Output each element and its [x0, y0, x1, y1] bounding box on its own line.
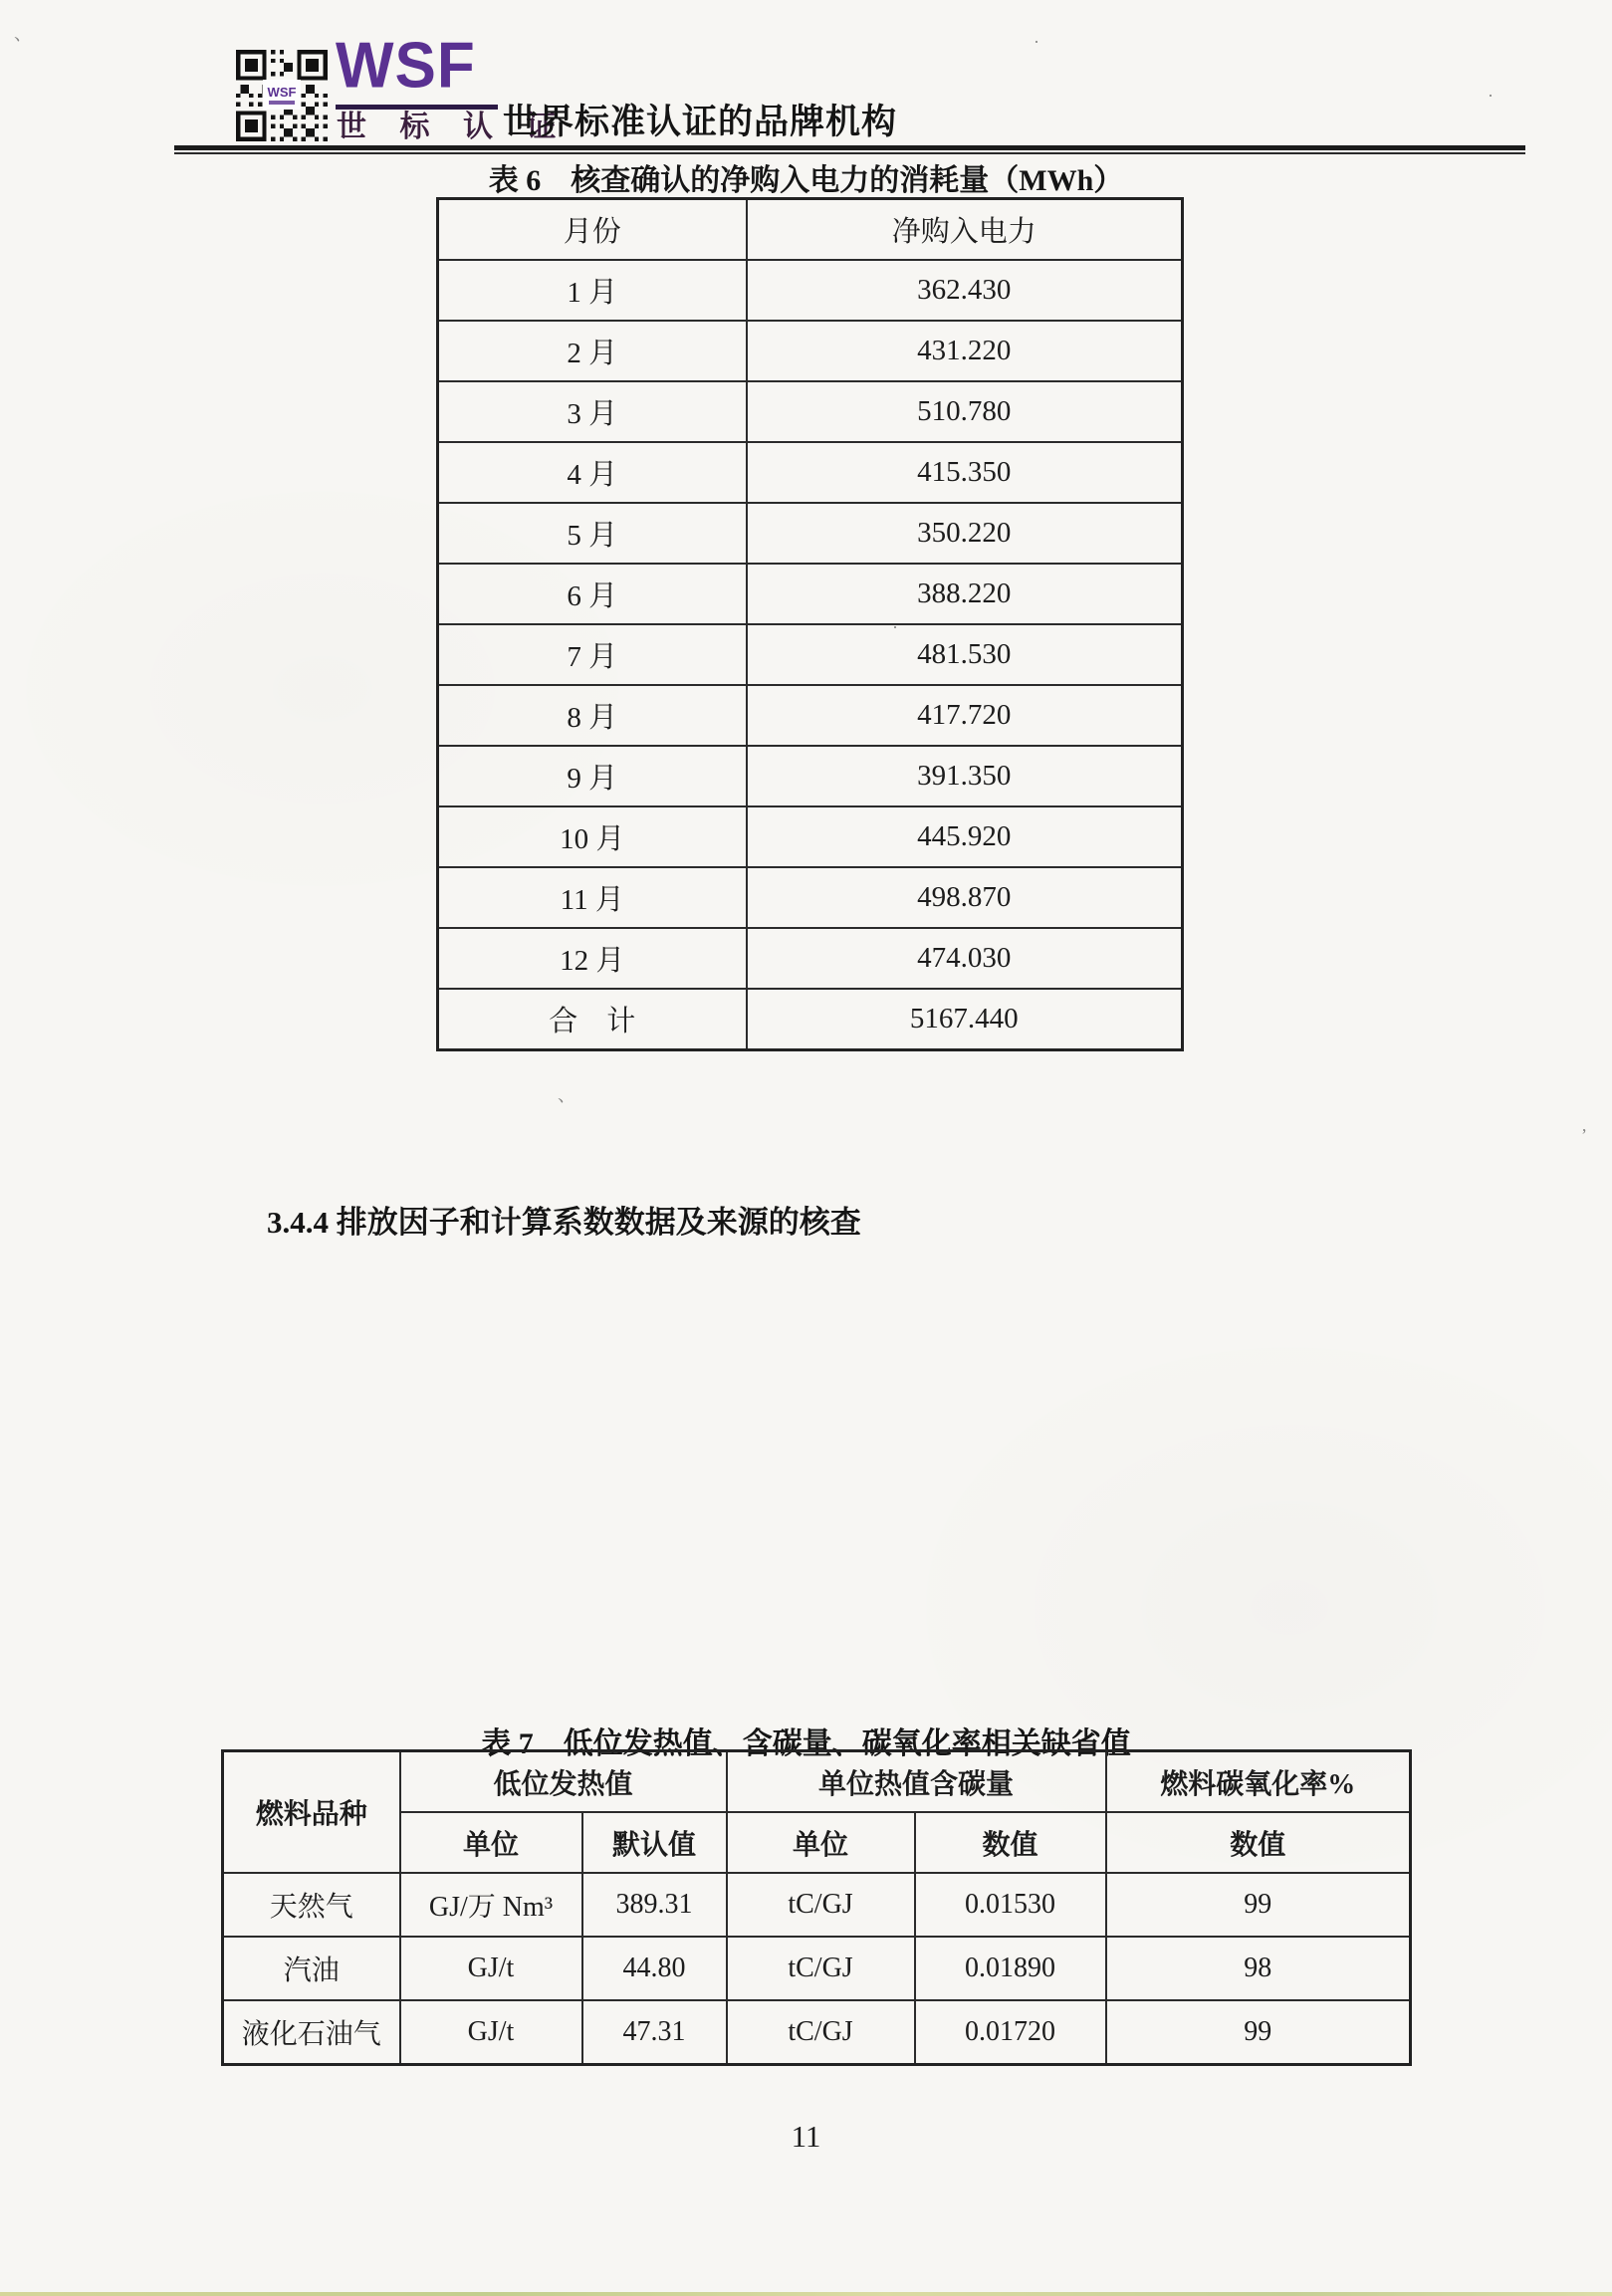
table6-cell-value: 474.030 — [747, 928, 1183, 989]
scan-speck: · — [1488, 86, 1494, 106]
qr-mini-underline — [269, 101, 295, 105]
table6-cell-value: 362.430 — [747, 260, 1183, 321]
table6-cell-month: 7 月 — [438, 624, 747, 685]
table7-col-oxidation: 燃料碳氧化率% — [1106, 1751, 1411, 1813]
logo-chinese-name: 世 标 认 证 — [337, 111, 570, 143]
scan-speck: 、 — [558, 1085, 576, 1105]
scan-speck: · — [1034, 32, 1039, 52]
paragraph-line — [214, 1321, 1446, 1387]
table7-row — [223, 1873, 1411, 1937]
section-heading: 3.4.4 排放因子和计算系数数据及来源的核查 — [267, 1205, 861, 1240]
table6-cell-month: 11 月 — [438, 867, 747, 928]
table6-cell-month: 12 月 — [438, 928, 747, 989]
table6-row — [438, 746, 1183, 806]
paragraph-line — [214, 1452, 1446, 1517]
table6-cell-value: 415.350 — [747, 442, 1183, 503]
table6-cell-value: 510.780 — [747, 381, 1183, 442]
table7 — [221, 1749, 1412, 2066]
logo-acronym: WSF — [336, 29, 476, 103]
table7-sub-value1: 数值 — [915, 1812, 1106, 1873]
table6-row — [438, 564, 1183, 624]
paragraph-line — [214, 1583, 1446, 1649]
table7-cell-oxidation-value: 99 — [1106, 1873, 1411, 1937]
table6-cell-month: 8 月 — [438, 685, 747, 746]
paragraph-2 — [214, 1386, 1446, 1715]
table6-cell-month: 合 计 — [438, 989, 747, 1050]
table7-header-row2 — [223, 1812, 1411, 1873]
table6-cell-month: 5 月 — [438, 503, 747, 564]
table7-col-carbon: 单位热值含碳量 — [727, 1751, 1106, 1813]
table6-row — [438, 381, 1183, 442]
table6-cell-month: 1 月 — [438, 260, 747, 321]
table7-sub-unit1: 单位 — [400, 1812, 582, 1873]
paragraph-1 — [214, 1256, 1446, 1387]
table6-row — [438, 260, 1183, 321]
table6-row — [438, 928, 1183, 989]
table6-row — [438, 989, 1183, 1050]
paragraph-line — [214, 1649, 1446, 1715]
table7-row — [223, 2000, 1411, 2065]
qr-wsf-mini-label: WSF — [267, 84, 297, 100]
table7-cell-carbon-unit: tC/GJ — [727, 2000, 915, 2065]
paragraph-line — [214, 1517, 1446, 1583]
table7-cell-carbon-value: 0.01530 — [915, 1873, 1106, 1937]
table7-cell-ncv-default: 389.31 — [582, 1873, 727, 1937]
logo-underline — [336, 105, 498, 110]
table7-cell-ncv-default: 47.31 — [582, 2000, 727, 2065]
paragraph-line — [214, 1256, 1446, 1321]
table6-row — [438, 503, 1183, 564]
table6-row — [438, 624, 1183, 685]
header-rule — [174, 145, 1525, 155]
table7-sub-unit2: 单位 — [727, 1812, 915, 1873]
table6 — [436, 197, 1184, 1051]
paragraph-line — [214, 1386, 1446, 1452]
table6-row — [438, 806, 1183, 867]
table6-row — [438, 685, 1183, 746]
qr-code — [236, 50, 328, 141]
table6-cell-value: 431.220 — [747, 321, 1183, 381]
table7-cell-ncv-unit: GJ/t — [400, 1937, 582, 2000]
table6-cell-month: 9 月 — [438, 746, 747, 806]
table6-cell-value: 481.530 — [747, 624, 1183, 685]
table7-cell-carbon-value: 0.01720 — [915, 2000, 1106, 2065]
table7-cell-ncv-unit: GJ/万 Nm³ — [400, 1873, 582, 1937]
page-number: 11 — [791, 2119, 821, 2154]
table7-sub-value2: 数值 — [1106, 1812, 1411, 1873]
table7-cell-oxidation-value: 98 — [1106, 1937, 1411, 2000]
logo-tagline: 世界标准认证的品牌机构 — [503, 103, 898, 141]
table7-cell-carbon-unit: tC/GJ — [727, 1937, 915, 2000]
table6-header-row — [438, 199, 1183, 261]
table6-row — [438, 321, 1183, 381]
table6-cell-month: 6 月 — [438, 564, 747, 624]
scan-edge-artifact — [0, 2292, 1612, 2296]
table6-cell-value: 445.920 — [747, 806, 1183, 867]
table6-cell-value: 417.720 — [747, 685, 1183, 746]
table7-cell-carbon-value: 0.01890 — [915, 1937, 1106, 2000]
header-rule-thin — [174, 152, 1525, 154]
table6-cell-month: 4 月 — [438, 442, 747, 503]
table7-caption: 表 7 低位发热值、含碳量、碳氧化率相关缺省值 — [481, 1727, 1131, 1760]
table6-row — [438, 442, 1183, 503]
scan-speck: · — [892, 617, 898, 637]
table6-cell-value: 350.220 — [747, 503, 1183, 564]
table7-col-ncv: 低位发热值 — [400, 1751, 727, 1813]
table7-cell-carbon-unit: tC/GJ — [727, 1873, 915, 1937]
table6-col-month: 月份 — [438, 199, 747, 261]
table6-cell-month: 2 月 — [438, 321, 747, 381]
table7-cell-fuel: 汽油 — [223, 1937, 400, 2000]
scan-speck: 、 — [14, 24, 32, 44]
table7-row — [223, 1937, 1411, 2000]
table7-sub-default: 默认值 — [582, 1812, 727, 1873]
table7-header-row1 — [223, 1751, 1411, 1813]
table7-cell-fuel: 液化石油气 — [223, 2000, 400, 2065]
table7-cell-ncv-unit: GJ/t — [400, 2000, 582, 2065]
table6-row — [438, 867, 1183, 928]
table6-caption: 表 6 核查确认的净购入电力的消耗量（MWh） — [488, 164, 1124, 197]
table7-cell-oxidation-value: 99 — [1106, 2000, 1411, 2065]
scan-speck: ’ — [1581, 1125, 1587, 1145]
table7-cell-ncv-default: 44.80 — [582, 1937, 727, 2000]
qr-center-logo — [263, 80, 301, 110]
table6-cell-month: 3 月 — [438, 381, 747, 442]
header-rule-thick — [174, 145, 1525, 150]
table6-cell-value: 391.350 — [747, 746, 1183, 806]
table7-cell-fuel: 天然气 — [223, 1873, 400, 1937]
table6-cell-value: 498.870 — [747, 867, 1183, 928]
table6-cell-value: 388.220 — [747, 564, 1183, 624]
table6-cell-value: 5167.440 — [747, 989, 1183, 1050]
table7-col-fuel: 燃料品种 — [223, 1751, 400, 1874]
table6-cell-month: 10 月 — [438, 806, 747, 867]
table6-col-electricity: 净购入电力 — [747, 199, 1183, 261]
